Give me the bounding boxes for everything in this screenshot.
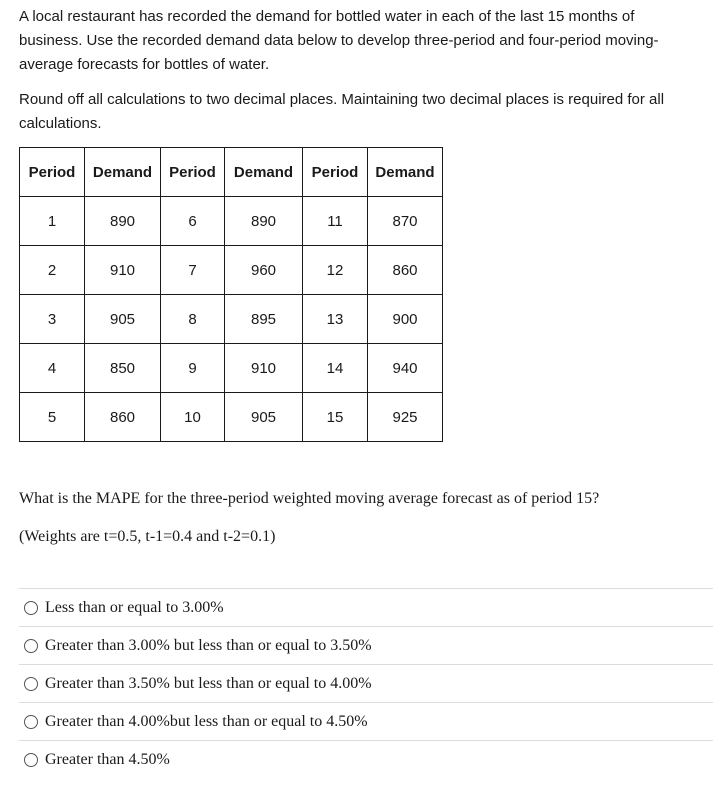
answer-options xyxy=(19,588,713,778)
table-cell: 890 xyxy=(225,197,303,246)
rounding-instruction: Round off all calculations to two decimal places. Maintaining two decimal places is required for all calculations. xyxy=(19,91,665,132)
radio-button-icon[interactable] xyxy=(24,715,38,729)
answer-option-label: Greater than 4.00%but less than or equal to 4.50% xyxy=(45,712,368,730)
table-cell: 870 xyxy=(368,197,443,246)
radio-button-icon[interactable] xyxy=(24,601,38,615)
demand-table xyxy=(19,147,443,442)
table-cell: 910 xyxy=(225,344,303,393)
table-cell: 860 xyxy=(85,393,161,442)
table-cell: 1 xyxy=(20,197,85,246)
answer-option-4[interactable] xyxy=(19,703,713,741)
intro-paragraph: A local restaurant has recorded the demand for bottled water in each of the last 15 months of business. Use the recorded demand data below to develop three-period and four-period moving-average forecasts for bottles of water. xyxy=(19,8,659,73)
table-cell: 890 xyxy=(85,197,161,246)
table-cell: 4 xyxy=(20,344,85,393)
header-period-3: Period xyxy=(303,148,368,197)
answer-option-label: Greater than 3.50% but less than or equal to 4.00% xyxy=(45,674,372,692)
table-cell: 5 xyxy=(20,393,85,442)
answer-option-label: Greater than 4.50% xyxy=(45,750,170,768)
table-cell: 15 xyxy=(303,393,368,442)
table-cell: 900 xyxy=(368,295,443,344)
table-cell: 925 xyxy=(368,393,443,442)
table-cell: 895 xyxy=(225,295,303,344)
answer-option-label: Less than or equal to 3.00% xyxy=(45,598,224,616)
table-cell: 8 xyxy=(161,295,225,344)
table-cell: 3 xyxy=(20,295,85,344)
table-cell: 7 xyxy=(161,246,225,295)
table-cell: 910 xyxy=(85,246,161,295)
table-cell: 850 xyxy=(85,344,161,393)
answer-option-3[interactable] xyxy=(19,665,713,703)
table-cell: 905 xyxy=(85,295,161,344)
header-period-1: Period xyxy=(20,148,85,197)
table-cell: 12 xyxy=(303,246,368,295)
table-row xyxy=(20,295,443,344)
table-cell: 10 xyxy=(161,393,225,442)
radio-button-icon[interactable] xyxy=(24,677,38,691)
table-cell: 905 xyxy=(225,393,303,442)
table-cell: 9 xyxy=(161,344,225,393)
header-period-2: Period xyxy=(161,148,225,197)
table-cell: 6 xyxy=(161,197,225,246)
answer-option-label: Greater than 3.00% but less than or equal to 3.50% xyxy=(45,636,372,654)
question-text: What is the MAPE for the three-period weighted moving average forecast as of period 15? xyxy=(19,490,600,507)
table-row xyxy=(20,246,443,295)
radio-button-icon[interactable] xyxy=(24,753,38,767)
header-demand-3: Demand xyxy=(368,148,443,197)
table-row xyxy=(20,197,443,246)
table-cell: 11 xyxy=(303,197,368,246)
table-row xyxy=(20,344,443,393)
answer-option-5[interactable] xyxy=(19,741,713,778)
weights-note: (Weights are t=0.5, t-1=0.4 and t-2=0.1) xyxy=(19,528,276,545)
answer-option-2[interactable] xyxy=(19,627,713,665)
table-cell: 860 xyxy=(368,246,443,295)
table-cell: 14 xyxy=(303,344,368,393)
answer-option-1[interactable] xyxy=(19,589,713,627)
table-cell: 960 xyxy=(225,246,303,295)
table-cell: 13 xyxy=(303,295,368,344)
header-demand-2: Demand xyxy=(225,148,303,197)
radio-button-icon[interactable] xyxy=(24,639,38,653)
table-row xyxy=(20,393,443,442)
table-header-row xyxy=(20,148,443,197)
header-demand-1: Demand xyxy=(85,148,161,197)
table-cell: 2 xyxy=(20,246,85,295)
table-cell: 940 xyxy=(368,344,443,393)
